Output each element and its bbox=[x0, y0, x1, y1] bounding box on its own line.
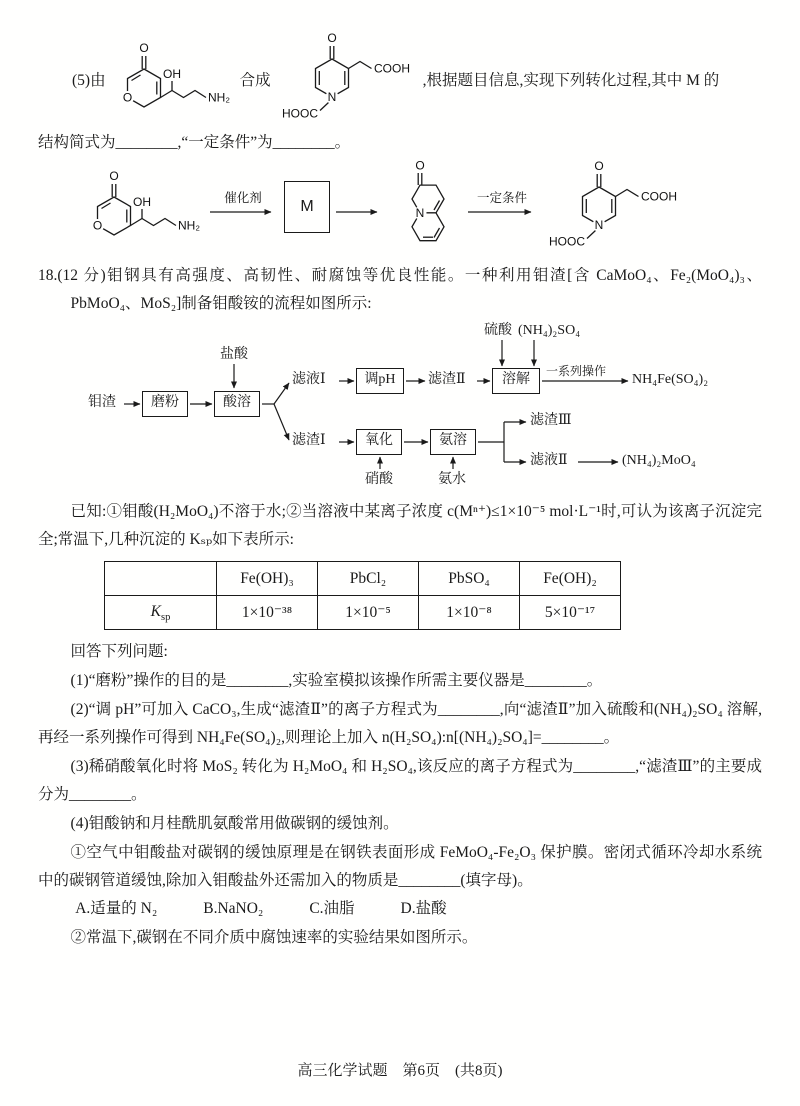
flow-step-oxidize: 氧化 bbox=[356, 429, 402, 455]
table-corner-cell bbox=[105, 562, 217, 596]
ketone-oxygen-label: O bbox=[138, 41, 149, 55]
table-header-cell: PbCl₂ bbox=[318, 562, 419, 596]
flow-step-acid-dissolve: 酸溶 bbox=[214, 391, 260, 417]
ketone-oxygen-label: O bbox=[109, 168, 119, 183]
flow-filtrate-1: 滤液Ⅰ bbox=[292, 371, 326, 387]
flow-filtrate-2: 滤液Ⅱ bbox=[530, 452, 568, 468]
structure-pyridinone-diacid-product bbox=[544, 158, 684, 256]
ksp-sp-subscript: sp bbox=[161, 612, 171, 623]
ring-nitrogen-label: N bbox=[594, 217, 604, 232]
question-3: (3)稀硝酸氧化时将 MoS₂ 转化为 H₂MoO₄ 和 H₂SO₄,该反应的离子方程式为________,“滤渣Ⅲ”的主要成分为________。 bbox=[38, 758, 762, 803]
intermediate-m-box bbox=[284, 181, 330, 233]
q18-intro: 18.(12 分)钼钢具有高强度、高韧性、耐腐蚀等优良性能。一种利用钼渣[含 CaMoO₄、Fe₂(MoO₄)₃、PbMoO₄、MoS₂]制备钼酸铵的流程如图所示: bbox=[38, 266, 762, 312]
ketone-oxygen-label: O bbox=[415, 158, 425, 173]
flow-reagent-ammonium-sulfate: (NH₄)₂SO₄ bbox=[518, 322, 581, 338]
ketone-oxygen-label: O bbox=[594, 158, 604, 173]
bond-lines bbox=[315, 46, 371, 111]
question-1: (1)“磨粉”操作的目的是________,实验室模拟该操作所需主要仪器是________。 bbox=[70, 672, 603, 690]
option-d: D.盐酸 bbox=[400, 900, 447, 918]
q5-prefix: (5)由 bbox=[72, 72, 106, 89]
flow-step-ammonia-dissolve: 氨溶 bbox=[430, 429, 476, 455]
table-cell: 1×10⁻³⁸ bbox=[217, 596, 318, 630]
catalyst-label: 催化剂 bbox=[224, 190, 262, 205]
option-c: C.油脂 bbox=[309, 900, 355, 918]
options-row bbox=[38, 895, 762, 923]
flow-step-grind: 磨粉 bbox=[142, 391, 188, 417]
intermediate-m-label: M bbox=[300, 197, 314, 215]
flow-product-ammonium-iron-sulfate: NH₄Fe(SO₄)₂ bbox=[632, 371, 709, 387]
hydroxyl-label: OH bbox=[133, 194, 151, 209]
carboxyl-label: COOH bbox=[373, 61, 410, 76]
flow-reagent-sulfuric-acid: 硫酸 bbox=[484, 322, 512, 338]
page-footer: 高三化学试题 第6页 (共8页) bbox=[297, 1063, 503, 1079]
condition-label: 一定条件 bbox=[476, 190, 528, 205]
structure-pyranone-amine-scheme bbox=[82, 161, 204, 253]
question-5-intro-row bbox=[72, 30, 762, 128]
option-a: A.适量的 N₂ bbox=[75, 900, 158, 918]
ring-nitrogen-label: N bbox=[327, 90, 336, 104]
structure-pyridinone-diacid bbox=[277, 30, 417, 128]
table-cell: 5×10⁻¹⁷ bbox=[520, 596, 621, 630]
question-4: (4)钼酸钠和月桂酰肌氨酸常用做碳钢的缓蚀剂。 bbox=[70, 814, 399, 832]
flow-residue-1: 滤渣Ⅰ bbox=[292, 432, 326, 448]
flow-reagent-ammonia-water: 氨水 bbox=[438, 471, 466, 487]
structure-quinolizinone bbox=[390, 159, 462, 255]
ring-oxygen-label: O bbox=[92, 218, 103, 233]
carboxyl-label: COOH bbox=[641, 189, 677, 204]
table-row-ksp bbox=[105, 596, 621, 630]
option-b: B.NaNO₂ bbox=[203, 900, 264, 918]
flow-residue-3: 滤渣Ⅲ bbox=[530, 412, 572, 428]
question-4-sub2: ②常温下,碳钢在不同介质中腐蚀速率的实验结果如图所示。 bbox=[70, 929, 478, 947]
reaction-arrow-plain bbox=[333, 189, 387, 225]
reaction-arrow-catalyst bbox=[207, 189, 281, 225]
flow-input-molybdenum-slag: 钼渣 bbox=[88, 394, 116, 410]
table-cell: 1×10⁻⁸ bbox=[419, 596, 520, 630]
hydroxyl-label: OH bbox=[162, 67, 181, 81]
table-header-cell: Fe(OH)₂ bbox=[520, 562, 621, 596]
ring-nitrogen-label: N bbox=[415, 205, 425, 220]
q5-line2: 结构简式为________,“一定条件”为________。 bbox=[38, 134, 351, 151]
flow-reagent-hcl: 盐酸 bbox=[220, 346, 248, 362]
ksp-table bbox=[104, 561, 621, 630]
ksp-k-symbol: K bbox=[150, 602, 161, 620]
carboxyl-hooc-label: HOOC bbox=[549, 234, 585, 249]
carboxyl-hooc-label: HOOC bbox=[281, 106, 318, 121]
ketone-oxygen-label: O bbox=[326, 31, 337, 45]
table-header-row bbox=[105, 562, 621, 596]
amine-label: NH₂ bbox=[207, 90, 230, 105]
bond-lines bbox=[98, 184, 177, 235]
flow-series-operations-label: 一系列操作 bbox=[546, 363, 607, 378]
process-flow-diagram bbox=[62, 322, 768, 492]
table-cell: 1×10⁻⁵ bbox=[318, 596, 419, 630]
reaction-arrow-condition bbox=[465, 189, 541, 225]
flow-product-ammonium-molybdate: (NH₄)₂MoO₄ bbox=[622, 452, 696, 468]
ksp-row-label bbox=[105, 596, 217, 630]
amine-label: NH₂ bbox=[178, 218, 200, 233]
flow-residue-2: 滤渣Ⅱ bbox=[428, 371, 466, 387]
structure-pyranone-amine bbox=[112, 33, 234, 125]
flow-step-dissolve: 溶解 bbox=[492, 368, 540, 394]
question-4-sub1: ①空气中钼酸盐对碳钢的缓蚀原理是在钢铁表面形成 FeMoO₄-Fe₂O₃ 保护膜。密闭式循环冷却水系统中的碳钢管道缓蚀,除加入钼酸盐外还需加入的物质是________(填字母)。 bbox=[38, 843, 762, 889]
reaction-scheme bbox=[82, 158, 762, 256]
table-header-cell: PbSO₄ bbox=[419, 562, 520, 596]
q5-after-text: ,根据题目信息,实现下列转化过程,其中 M 的 bbox=[422, 72, 720, 89]
flow-reagent-nitric-acid: 硝酸 bbox=[365, 471, 393, 487]
table-header-cell: Fe(OH)₃ bbox=[217, 562, 318, 596]
bond-lines bbox=[127, 56, 206, 107]
q5-synth-label: 合成 bbox=[239, 72, 271, 89]
bond-lines bbox=[583, 174, 639, 239]
ring-oxygen-label: O bbox=[122, 90, 132, 105]
flow-step-adjust-ph: 调pH bbox=[356, 368, 404, 394]
answer-intro: 回答下列问题: bbox=[70, 643, 168, 661]
known-info: 已知:①钼酸(H₂MoO₄)不溶于水;②当溶液中某离子浓度 c(Mⁿ⁺)≤1×10⁻⁵ mol·L⁻¹时,可认为该离子沉淀完全;常温下,几种沉淀的 Kₛₚ如下表所示: bbox=[38, 502, 762, 548]
question-2: (2)“调 pH”可加入 CaCO₃,生成“滤渣Ⅱ”的离子方程式为________,向“滤渣Ⅱ”加入硫酸和(NH₄)₂SO₄ 溶解,再经一系列操作可得到 NH₄Fe(SO₄)₂,则理论上加入 n(H₂SO₄):n[(NH₄)₂SO₄]=________。 bbox=[38, 701, 762, 747]
